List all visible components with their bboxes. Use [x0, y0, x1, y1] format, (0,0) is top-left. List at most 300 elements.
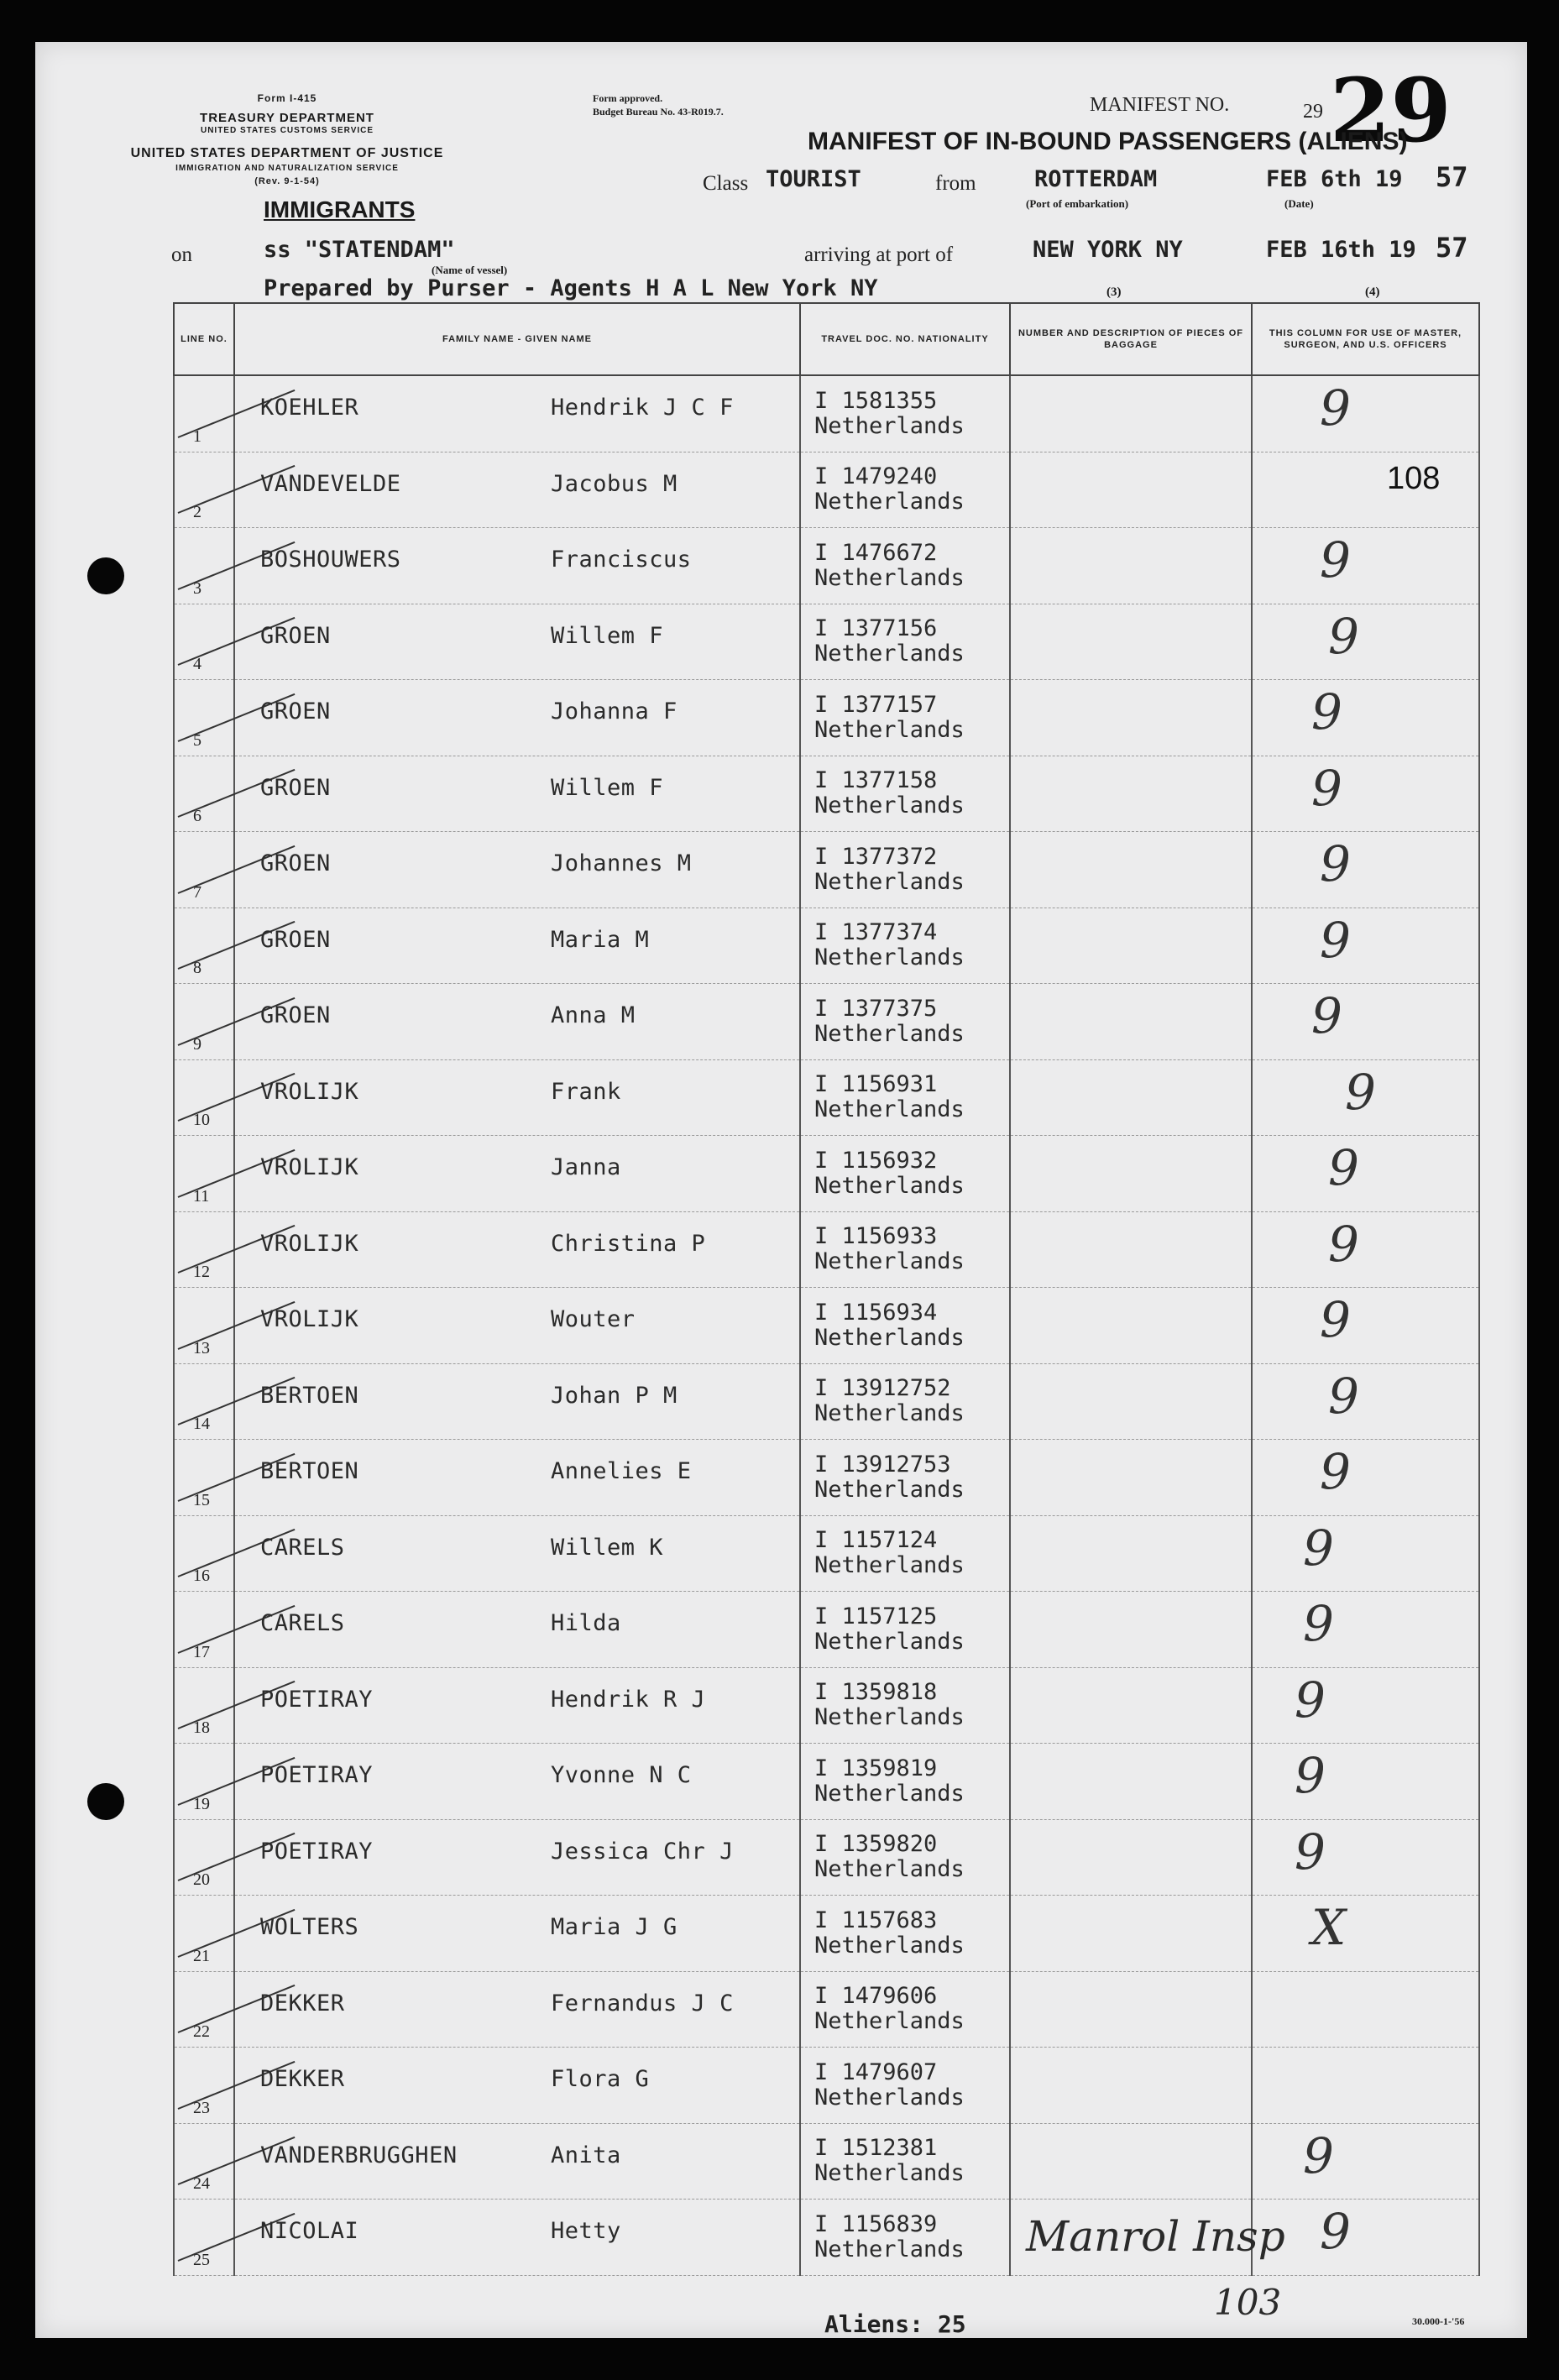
family-name: POETIRAY [260, 1762, 374, 1788]
travel-cell [800, 604, 1010, 680]
date-caption: (Date) [1284, 197, 1314, 210]
name-cell [234, 2123, 800, 2200]
travel-doc-number: I 1476672 [814, 539, 938, 566]
manifest-number: 29 [1330, 59, 1452, 162]
nationality: Netherlands [814, 1628, 965, 1655]
line-cell [174, 756, 234, 832]
line-number: 15 [193, 1490, 210, 1509]
travel-doc-number: I 1479607 [814, 2058, 938, 2085]
table-row [174, 908, 1479, 984]
baggage-cell [1010, 1667, 1252, 1744]
baggage-cell [1010, 1211, 1252, 1288]
dept-justice: UNITED STATES DEPARTMENT OF JUSTICE [130, 146, 444, 160]
baggage-cell [1010, 1515, 1252, 1592]
travel-cell [800, 1744, 1010, 1820]
ins-service: IMMIGRATION AND NATURALIZATION SERVICE [175, 164, 399, 173]
travel-cell [800, 2048, 1010, 2124]
nationality: Netherlands [814, 868, 965, 895]
line-cell [174, 375, 234, 452]
family-name: GROEN [260, 622, 331, 649]
nationality: Netherlands [814, 1932, 965, 1959]
family-name: POETIRAY [260, 1686, 374, 1713]
class-label: Class [703, 172, 749, 195]
line-cell [174, 1971, 234, 2048]
embark-year: 57 [1436, 161, 1468, 193]
baggage-cell [1010, 1288, 1252, 1364]
travel-doc-number: I 1359819 [814, 1755, 938, 1781]
given-name: Johan P M [551, 1382, 677, 1409]
family-name: GROEN [260, 698, 331, 724]
vessel-name: ss "STATENDAM" [264, 237, 455, 263]
given-name: Franciscus [551, 547, 692, 573]
table-row [174, 1363, 1479, 1440]
officer-cell [1252, 1819, 1479, 1896]
name-cell [234, 528, 800, 604]
line-number: 1 [193, 426, 201, 446]
table-row [174, 1896, 1479, 1972]
nationality: Netherlands [814, 1324, 965, 1351]
table-row [174, 2123, 1479, 2200]
travel-cell [800, 1592, 1010, 1668]
officer-mark: 9 [1311, 987, 1342, 1044]
name-cell [234, 1744, 800, 1820]
travel-doc-number: I 13912752 [814, 1375, 951, 1402]
name-cell [234, 1896, 800, 1972]
baggage-cell [1010, 1896, 1252, 1972]
nationality: Netherlands [814, 792, 965, 819]
travel-doc-number: I 1157125 [814, 1603, 938, 1629]
officer-mark: 9 [1320, 1291, 1351, 1348]
name-cell [234, 680, 800, 756]
line-number: 14 [193, 1415, 210, 1433]
travel-doc-number: I 13912753 [814, 1451, 951, 1478]
name-cell [234, 2200, 800, 2276]
officer-cell [1252, 984, 1479, 1060]
line-cell [174, 1136, 234, 1212]
family-name: BERTOEN [260, 1458, 359, 1484]
col-travel-header: TRAVEL DOC. NO. NATIONALITY [800, 303, 1010, 375]
line-cell [174, 604, 234, 680]
travel-doc-number: I 1377374 [814, 919, 938, 946]
given-name: Jacobus M [551, 470, 677, 497]
officer-cell [1252, 832, 1479, 908]
officer-cell [1252, 1059, 1479, 1136]
travel-cell [800, 1363, 1010, 1440]
nationality: Netherlands [814, 1704, 965, 1731]
family-name: POETIRAY [260, 1838, 374, 1865]
line-number: 10 [193, 1111, 210, 1129]
officer-mark: 9 [1320, 531, 1351, 588]
nationality: Netherlands [814, 1172, 965, 1199]
given-name: Jessica Chr J [551, 1838, 734, 1865]
baggage-cell [1010, 756, 1252, 832]
travel-cell [800, 528, 1010, 604]
name-cell [234, 452, 800, 528]
line-cell [174, 2200, 234, 2276]
line-cell [174, 1744, 234, 1820]
family-name: CARELS [260, 1610, 345, 1636]
travel-cell [800, 680, 1010, 756]
line-number: 24 [193, 2174, 210, 2193]
nationality: Netherlands [814, 1020, 965, 1047]
family-name: DEKKER [260, 2066, 345, 2092]
given-name: Maria M [551, 926, 650, 953]
travel-doc-number: I 1359820 [814, 1831, 938, 1858]
baggage-cell [1010, 908, 1252, 984]
officer-mark: 9 [1320, 1443, 1351, 1500]
officer-cell [1252, 1592, 1479, 1668]
baggage-cell [1010, 1136, 1252, 1212]
given-name: Hilda [551, 1610, 621, 1636]
name-cell [234, 1515, 800, 1592]
officer-cell [1252, 1136, 1479, 1212]
travel-doc-number: I 1512381 [814, 2135, 938, 2162]
name-cell [234, 604, 800, 680]
given-name: Fernandus J C [551, 1990, 734, 2016]
nationality: Netherlands [814, 2008, 965, 2035]
baggage-cell [1010, 2048, 1252, 2124]
travel-doc-number: I 1157683 [814, 1907, 938, 1933]
family-name: VROLIJK [260, 1230, 359, 1257]
name-cell [234, 1059, 800, 1136]
nationality: Netherlands [814, 1400, 965, 1427]
line-number: 25 [193, 2250, 210, 2269]
travel-doc-number: I 1156934 [814, 1299, 938, 1326]
family-name: CARELS [260, 1534, 345, 1561]
nationality: Netherlands [814, 641, 965, 667]
budget-bureau: Budget Bureau No. 43-R019.7. [593, 106, 724, 118]
name-cell [234, 1819, 800, 1896]
line-number: 8 [193, 959, 201, 977]
family-name: GROEN [260, 774, 331, 801]
name-cell [234, 2048, 800, 2124]
travel-doc-number: I 1377375 [814, 995, 938, 1022]
margin-note: 103 [1214, 2282, 1282, 2323]
line-cell [174, 1059, 234, 1136]
prepared-by: Prepared by Purser - Agents H A L New York NY [264, 275, 878, 301]
line-cell [174, 528, 234, 604]
travel-doc-number: I 1156839 [814, 2210, 938, 2237]
line-cell [174, 1896, 234, 1972]
officer-mark: 9 [1303, 1519, 1334, 1577]
baggage-cell [1010, 1363, 1252, 1440]
passenger-table [173, 302, 1480, 2276]
table-row [174, 1515, 1479, 1592]
baggage-cell [1010, 1971, 1252, 2048]
officer-mark: 9 [1320, 2203, 1351, 2260]
table-row [174, 1059, 1479, 1136]
line-cell [174, 984, 234, 1060]
officer-mark: 9 [1311, 759, 1342, 817]
baggage-cell [1010, 984, 1252, 1060]
family-name: BOSHOUWERS [260, 547, 401, 573]
given-name: Hendrik R J [551, 1686, 706, 1713]
baggage-cell [1010, 1744, 1252, 1820]
travel-cell [800, 2123, 1010, 2200]
line-cell [174, 908, 234, 984]
family-name: VROLIJK [260, 1154, 359, 1180]
line-number: 5 [193, 730, 201, 750]
officer-cell [1252, 1667, 1479, 1744]
officer-mark: 9 [1303, 1595, 1334, 1652]
table-row [174, 1136, 1479, 1212]
nationality: Netherlands [814, 2160, 965, 2187]
table-row [174, 528, 1479, 604]
travel-cell [800, 2200, 1010, 2276]
baggage-cell [1010, 452, 1252, 528]
family-name: VROLIJK [260, 1306, 359, 1332]
given-name: Anna M [551, 1002, 636, 1028]
nationality: Netherlands [814, 489, 965, 515]
officer-mark: 9 [1295, 1671, 1326, 1729]
name-cell [234, 1592, 800, 1668]
line-cell [174, 1592, 234, 1668]
line-cell [174, 1211, 234, 1288]
line-number: 7 [193, 882, 201, 902]
nationality: Netherlands [814, 1248, 965, 1275]
name-cell [234, 984, 800, 1060]
travel-cell [800, 1896, 1010, 1972]
baggage-cell [1010, 1440, 1252, 1516]
line-cell [174, 680, 234, 756]
travel-cell [800, 1288, 1010, 1364]
baggage-cell [1010, 375, 1252, 452]
baggage-cell [1010, 2123, 1252, 2200]
travel-doc-number: I 1156931 [814, 1071, 938, 1098]
travel-doc-number: I 1581355 [814, 387, 938, 414]
port-of-embarkation: ROTTERDAM [1034, 166, 1158, 192]
travel-cell [800, 1136, 1010, 1212]
line-number: 17 [193, 1642, 210, 1661]
arrival-port: NEW YORK NY [1033, 237, 1183, 263]
name-cell [234, 908, 800, 984]
col-name-header: FAMILY NAME - GIVEN NAME [234, 303, 800, 375]
dept-treasury: TREASURY DEPARTMENT [200, 111, 374, 125]
nationality: Netherlands [814, 1856, 965, 1883]
table-row [174, 984, 1479, 1060]
form-number: Form I-415 [257, 92, 317, 104]
binder-hole-top [87, 557, 124, 594]
nationality: Netherlands [814, 412, 965, 439]
line-number: 21 [193, 1946, 210, 1965]
class-value: TOURIST [766, 166, 861, 192]
baggage-cell [1010, 1819, 1252, 1896]
travel-cell [800, 1440, 1010, 1516]
officer-cell [1252, 452, 1479, 528]
line-number: 4 [193, 655, 201, 673]
officer-cell [1252, 908, 1479, 984]
manifest-no-small: 29 [1303, 101, 1323, 123]
line-number: 18 [193, 1718, 210, 1737]
officer-cell [1252, 1515, 1479, 1592]
table-row [174, 1819, 1479, 1896]
name-cell [234, 1667, 800, 1744]
given-name: Janna [551, 1154, 621, 1180]
line-cell [174, 2048, 234, 2124]
baggage-cell [1010, 832, 1252, 908]
line-cell [174, 1363, 234, 1440]
nationality: Netherlands [814, 1096, 965, 1123]
given-name: Maria J G [551, 1914, 677, 1940]
travel-cell [800, 1819, 1010, 1896]
family-name: VROLIJK [260, 1078, 359, 1105]
officer-cell [1252, 1288, 1479, 1364]
aliens-total: Aliens: 25 [824, 2310, 966, 2338]
line-cell [174, 452, 234, 528]
officer-mark: X [1311, 1899, 1347, 1956]
family-name: DEKKER [260, 1990, 345, 2016]
nationality: Netherlands [814, 564, 965, 591]
line-number: 11 [193, 1186, 210, 1206]
line-number: 23 [193, 2098, 210, 2117]
table-row [174, 375, 1479, 452]
column-4-marker: (4) [1365, 285, 1380, 299]
category-immigrants: IMMIGRANTS [264, 196, 416, 222]
family-name: GROEN [260, 850, 331, 876]
table-row [174, 1667, 1479, 1744]
officer-mark: 108 [1387, 460, 1441, 496]
line-cell [174, 2123, 234, 2200]
officer-cell [1252, 1744, 1479, 1820]
col-baggage-header: NUMBER AND DESCRIPTION OF PIECES OF BAGGAGE [1010, 303, 1252, 375]
line-cell [174, 1515, 234, 1592]
line-cell [174, 1667, 234, 1744]
officer-mark: 9 [1295, 1823, 1326, 1880]
travel-doc-number: I 1377158 [814, 767, 938, 794]
nationality: Netherlands [814, 716, 965, 743]
officer-cell [1252, 375, 1479, 452]
table-row [174, 680, 1479, 756]
form-approved: Form approved. [593, 92, 663, 104]
officer-mark: 9 [1328, 1139, 1359, 1196]
travel-cell [800, 1059, 1010, 1136]
line-number: 2 [193, 503, 201, 521]
family-name: GROEN [260, 926, 331, 953]
given-name: Christina P [551, 1230, 706, 1257]
revision: (Rev. 9-1-54) [254, 176, 320, 186]
given-name: Yvonne N C [551, 1762, 692, 1788]
travel-doc-number: I 1377157 [814, 691, 938, 718]
travel-cell [800, 756, 1010, 832]
baggage-cell [1010, 680, 1252, 756]
family-name: VANDEVELDE [260, 470, 401, 497]
officer-mark: 9 [1303, 2126, 1334, 2184]
officer-mark: 9 [1320, 911, 1351, 969]
family-name: GROEN [260, 1002, 331, 1028]
officer-mark: 9 [1295, 1747, 1326, 1804]
line-number: 16 [193, 1567, 210, 1585]
given-name: Annelies E [551, 1458, 692, 1484]
travel-cell [800, 908, 1010, 984]
given-name: Hetty [551, 2218, 621, 2244]
table-row [174, 756, 1479, 832]
table-row [174, 2048, 1479, 2124]
table-row [174, 832, 1479, 908]
customs-service: UNITED STATES CUSTOMS SERVICE [200, 126, 374, 135]
baggage-cell [1010, 604, 1252, 680]
given-name: Willem F [551, 774, 664, 801]
line-number: 19 [193, 1794, 210, 1813]
manifest-no-label: MANIFEST NO. [1090, 94, 1230, 116]
given-name: Frank [551, 1078, 621, 1105]
line-cell [174, 832, 234, 908]
given-name: Johannes M [551, 850, 692, 876]
binder-hole-bottom [87, 1783, 124, 1820]
officer-mark: 9 [1328, 1215, 1359, 1273]
travel-doc-number: I 1156932 [814, 1147, 938, 1174]
travel-doc-number: I 1479240 [814, 463, 938, 490]
name-cell [234, 1136, 800, 1212]
given-name: Willem K [551, 1534, 664, 1561]
given-name: Johanna F [551, 698, 677, 724]
travel-cell [800, 984, 1010, 1060]
name-cell [234, 1971, 800, 2048]
print-code: 30.000-1-'56 [1412, 2315, 1465, 2327]
travel-doc-number: I 1377372 [814, 843, 938, 870]
line-number: 6 [193, 807, 201, 825]
name-cell [234, 832, 800, 908]
name-cell [234, 756, 800, 832]
officer-cell [1252, 2123, 1479, 2200]
name-cell [234, 1440, 800, 1516]
baggage-cell [1010, 1592, 1252, 1668]
nationality: Netherlands [814, 1780, 965, 1807]
officer-mark: 9 [1311, 683, 1342, 740]
nationality: Netherlands [814, 1476, 965, 1503]
table-row [174, 1592, 1479, 1668]
baggage-cell [1010, 1059, 1252, 1136]
officer-cell [1252, 1971, 1479, 2048]
officer-mark: 9 [1328, 1367, 1359, 1425]
table-row [174, 604, 1479, 680]
arriving-label: arriving at port of [804, 243, 954, 266]
nationality: Netherlands [814, 2084, 965, 2111]
vessel-caption: (Name of vessel) [432, 264, 508, 276]
family-name: KOEHLER [260, 395, 359, 421]
port-caption: (Port of embarkation) [1026, 197, 1129, 210]
officer-cell [1252, 1440, 1479, 1516]
col-officers-header: THIS COLUMN FOR USE OF MASTER, SURGEON, AND U.S. OFFICERS [1252, 303, 1479, 375]
name-cell [234, 1288, 800, 1364]
inspector-signature: Manrol Insp [1026, 2212, 1285, 2261]
travel-cell [800, 1667, 1010, 1744]
officer-mark: 9 [1320, 379, 1351, 437]
embark-date: FEB 6th 19 [1266, 166, 1403, 192]
officer-cell [1252, 604, 1479, 680]
line-number: 22 [193, 2022, 210, 2041]
travel-doc-number: I 1157124 [814, 1527, 938, 1554]
column-3-marker: (3) [1106, 285, 1122, 299]
line-number: 13 [193, 1338, 210, 1357]
nationality: Netherlands [814, 1552, 965, 1579]
name-cell [234, 375, 800, 452]
family-name: WOLTERS [260, 1914, 359, 1940]
table-row [174, 1440, 1479, 1516]
arrival-year: 57 [1436, 232, 1468, 264]
travel-doc-number: I 1479606 [814, 1983, 938, 2010]
manifest-page [35, 42, 1527, 2338]
officer-mark: 9 [1345, 1063, 1376, 1121]
travel-cell [800, 1211, 1010, 1288]
given-name: Hendrik J C F [551, 395, 734, 421]
line-number: 20 [193, 1870, 210, 1889]
table-row [174, 1744, 1479, 1820]
baggage-cell [1010, 528, 1252, 604]
from-label: from [935, 172, 976, 195]
officer-cell [1252, 528, 1479, 604]
line-number: 9 [193, 1034, 201, 1054]
name-cell [234, 1363, 800, 1440]
